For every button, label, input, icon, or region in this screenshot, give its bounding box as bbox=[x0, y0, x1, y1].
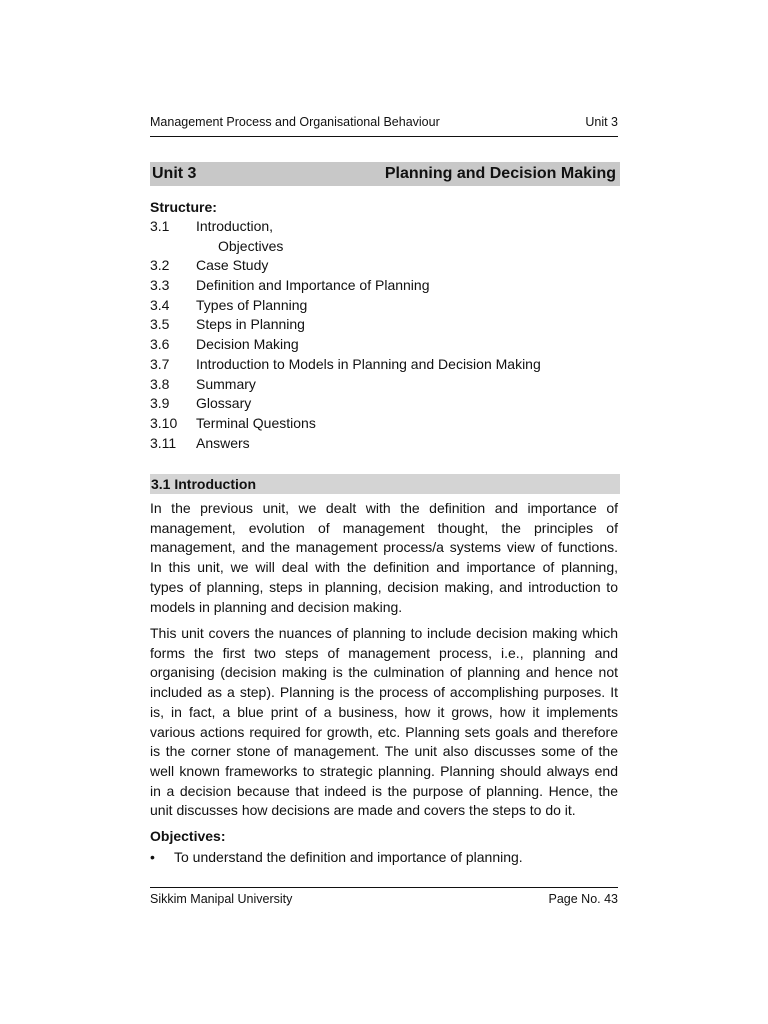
toc-number: 3.3 bbox=[150, 277, 170, 294]
institution-name: Sikkim Manipal University bbox=[150, 892, 293, 906]
toc-item bbox=[150, 414, 618, 434]
structure-list bbox=[150, 197, 618, 453]
introduction-paragraph: This unit covers the nuances of planning to include decision making which forms the first two steps of management process, i.e., planning and organising (decision making is the culmination of planning and hence not included as a step). Planning is the process of accomplishing purposes. It is, in fact, a blue print of a business, how it grows, how it implements various actions required for growth, etc. Planning sets goals and therefore is the corner stone of management. The unit also discusses some of the well known frameworks to strategic planning. Planning should always end in a decision because that indeed is the purpose of planning. Hence, the unit discusses how decisions are made and covers the steps to do it. bbox=[150, 625, 618, 819]
introduction-paragraph: In the previous unit, we dealt with the definition and importance of management, evolution of management thought, the principles of management, and the management process/a systems view of functions. In this unit, we will deal with the definition and importance of planning, types of planning, steps in planning, decision making, and introduction to models in planning and decision making. bbox=[150, 500, 618, 615]
toc-number: 3.5 bbox=[150, 316, 170, 333]
section-heading-introduction: 3.1 Introduction bbox=[150, 474, 620, 494]
toc-number: 3.4 bbox=[150, 296, 170, 313]
toc-label: Objectives bbox=[218, 237, 284, 254]
unit-label: Unit 3 bbox=[152, 165, 197, 182]
toc-subitem bbox=[150, 237, 618, 257]
toc-label: Glossary bbox=[196, 395, 252, 412]
toc-item bbox=[150, 375, 618, 395]
toc-item bbox=[150, 434, 618, 454]
toc-item bbox=[150, 296, 618, 316]
toc-item bbox=[150, 276, 618, 296]
toc-label: Case Study bbox=[196, 257, 269, 274]
toc-item bbox=[150, 355, 618, 375]
page-number: Page No. 43 bbox=[548, 892, 618, 906]
structure-heading: Structure: bbox=[150, 199, 217, 215]
toc-number: 3.9 bbox=[150, 395, 170, 412]
toc-item bbox=[150, 315, 618, 335]
toc-label: Types of Planning bbox=[196, 296, 308, 313]
unit-title-bar bbox=[150, 162, 620, 186]
toc-label: Introduction to Models in Planning and Decision Making bbox=[196, 355, 541, 372]
document-page bbox=[150, 0, 618, 1024]
running-footer bbox=[150, 892, 618, 906]
objective-item bbox=[150, 849, 618, 865]
book-title: Management Process and Organisational Behaviour bbox=[150, 115, 440, 129]
header-unit-label: Unit 3 bbox=[585, 115, 618, 129]
footer-divider bbox=[150, 887, 618, 888]
toc-number: 3.1 bbox=[150, 218, 170, 234]
toc-item bbox=[150, 256, 618, 276]
toc-label: Steps in Planning bbox=[196, 316, 305, 333]
toc-label: Definition and Importance of Planning bbox=[196, 277, 430, 294]
toc-item bbox=[150, 217, 618, 237]
toc-number: 3.11 bbox=[150, 434, 177, 451]
header-divider bbox=[150, 136, 618, 137]
objective-text: To understand the definition and importance of planning. bbox=[174, 849, 523, 865]
running-header bbox=[150, 115, 618, 129]
toc-number: 3.6 bbox=[150, 336, 170, 353]
toc-number: 3.2 bbox=[150, 257, 170, 274]
objectives-heading: Objectives: bbox=[150, 828, 226, 844]
bullet-icon: • bbox=[150, 849, 155, 865]
toc-number: 3.8 bbox=[150, 375, 170, 392]
toc-label: Terminal Questions bbox=[196, 414, 316, 431]
toc-label: Answers bbox=[196, 434, 250, 451]
toc-item bbox=[150, 335, 618, 355]
toc-label: Introduction, bbox=[196, 218, 274, 234]
toc-label: Decision Making bbox=[196, 336, 299, 353]
unit-title: Planning and Decision Making bbox=[384, 165, 616, 182]
toc-item bbox=[150, 394, 618, 414]
toc-label: Summary bbox=[196, 375, 256, 392]
toc-number: 3.10 bbox=[150, 414, 178, 431]
toc-number: 3.7 bbox=[150, 355, 170, 372]
